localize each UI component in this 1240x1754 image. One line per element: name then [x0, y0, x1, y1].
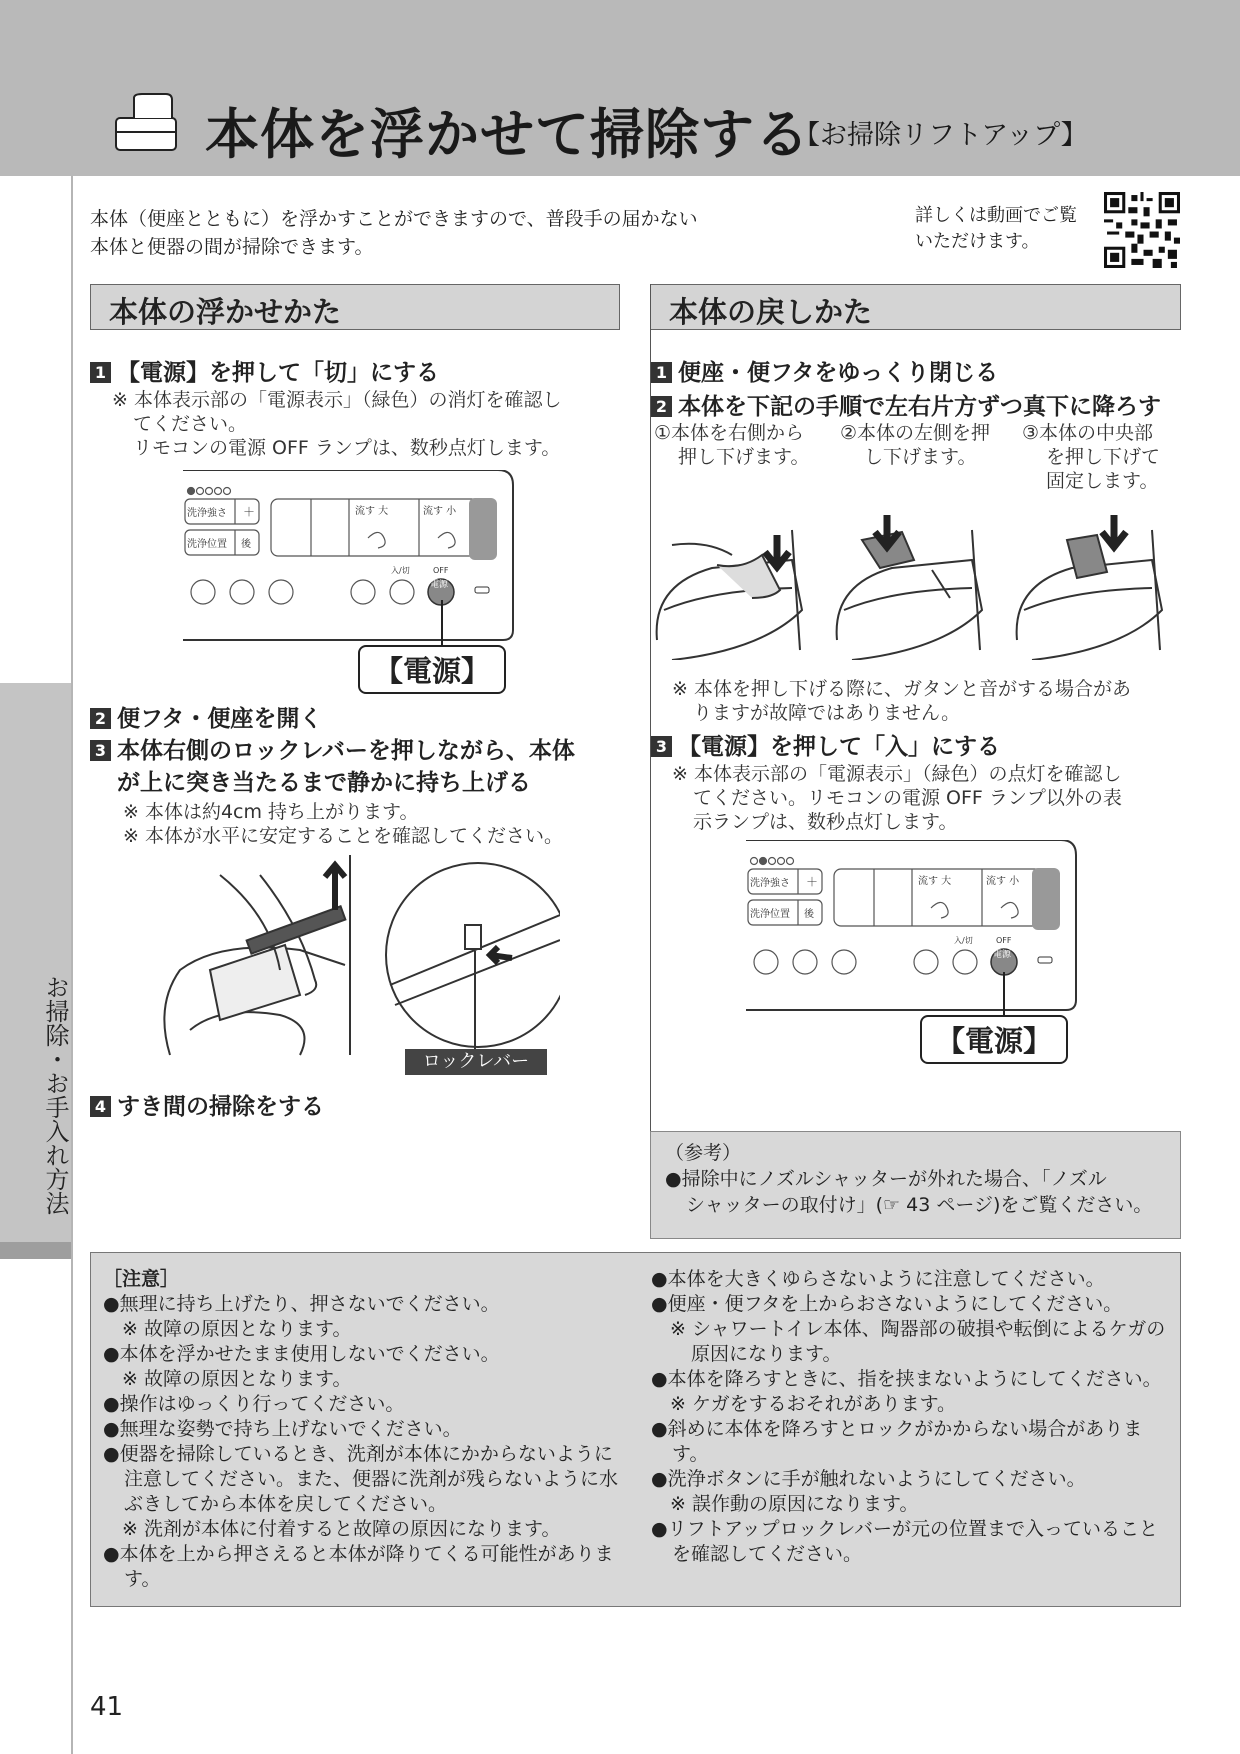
note-line: 示ランプは、数秒点灯します。 [693, 811, 958, 833]
right-step-3 [651, 728, 1000, 761]
caution-note: ※ シャワートイレ本体、陶器部の破損や転倒によるケガの原因になります。 [670, 1318, 1166, 1365]
lowering-illustrations [652, 510, 1182, 660]
step-text: 本体右側のロックレバーを押しながら、本体 [117, 738, 575, 764]
note-line: ※ 本体が水平に安定することを確認してください。 [123, 825, 563, 847]
step-text: 便座・便フタをゆっくり閉じる [678, 360, 999, 386]
caution-note: ※ ケガをするおそれがあります。 [670, 1393, 957, 1415]
power-button-callout: 【電源】 [920, 1015, 1068, 1064]
section-tab-marker [0, 1242, 71, 1259]
callout-pointer [420, 600, 460, 650]
reference-title: （参考） [665, 1142, 742, 1164]
caution-item: ●無理な姿勢で持ち上げないでください。 [103, 1418, 462, 1440]
caution-item: ●便座・便フタを上からおさないようにしてください。 [651, 1293, 1123, 1315]
step-number: 2 [651, 396, 672, 417]
remote-label: 洗浄位置 [187, 539, 227, 550]
page-number: 41 [90, 1692, 124, 1722]
step-text: 【電源】を押して「入」にする [678, 734, 1000, 760]
right-step-2-notes [672, 677, 1182, 725]
right-step-3-notes [672, 762, 1182, 834]
step-number: 3 [651, 736, 672, 757]
reference-line: ●掃除中にノズルシャッターが外れた場合、「ノズル [665, 1168, 1107, 1190]
caution-note: ※ 故障の原因となります。 [122, 1318, 352, 1340]
caution-right-list [651, 1267, 1171, 1567]
note-line: ※ 本体を押し下げる際に、ガタンと音がする場合があ [672, 678, 1131, 700]
substep-line: ③本体の中央部 [1022, 422, 1154, 444]
remote-label: 流す 大 [355, 506, 389, 517]
remote-label: 流す 小 [986, 876, 1020, 887]
section-heading-raise: 本体の浮かせかた [90, 284, 620, 330]
note-line: てください。リモコンの電源 OFF ランプ以外の表 [693, 787, 1122, 809]
caution-item: ●本体を降ろすときに、指を挟まないようにしてください。 [651, 1368, 1162, 1390]
remote-label: 後 [241, 539, 251, 550]
right-step-2 [651, 388, 1161, 421]
lock-lever-label: ロックレバー [405, 1049, 547, 1075]
remote-label: 洗浄位置 [750, 909, 790, 920]
remote-label: 流す 大 [918, 876, 952, 887]
remote-label: ＋ [243, 505, 256, 519]
caution-left [103, 1267, 623, 1592]
remote-label: 洗浄強さ [750, 878, 790, 889]
video-note-line: いただけます。 [915, 231, 1040, 252]
remote-label: 入/切 [391, 566, 410, 575]
left-step-1-notes [112, 388, 612, 460]
lower-step-2 [837, 530, 982, 660]
margin-line [71, 176, 73, 1754]
remote-label: 電源 [993, 950, 1012, 960]
substep-line: 固定します。 [1046, 470, 1159, 492]
step-number: 4 [90, 1096, 111, 1117]
caution-note: ※ 洗剤が本体に付着すると故障の原因になります。 [122, 1518, 561, 1540]
left-step-1 [90, 354, 439, 387]
toilet-icon [112, 92, 178, 154]
caution-right [651, 1267, 1171, 1567]
remote-label: 後 [804, 909, 814, 920]
note-line: りますが故障ではありません。 [693, 702, 961, 724]
remote-label: 流す 小 [423, 506, 457, 517]
reference-line: シャッターの取付け」(☞ 43 ページ)をご覧ください。 [686, 1194, 1153, 1216]
note-line: ※ 本体は約4cm 持ち上がります。 [123, 801, 419, 823]
step-number: 1 [651, 362, 672, 383]
section-tab-label: お掃除・お手入れ方法 [41, 975, 69, 1215]
substep-line: ①本体を右側から [654, 422, 805, 444]
substep-1 [654, 421, 824, 469]
caution-item: ●本体を大きくゆらさないように注意してください。 [651, 1268, 1105, 1290]
note-line: ※ 本体表示部の「電源表示」（緑色）の消灯を確認し [112, 389, 562, 411]
caution-note: ※ 故障の原因となります。 [122, 1368, 352, 1390]
remote-label: 入/切 [954, 936, 973, 945]
reference-box [650, 1131, 1181, 1239]
note-line: てください。 [133, 413, 248, 435]
remote-label: OFF [433, 566, 449, 575]
left-step-4 [90, 1088, 324, 1121]
remote-panel-drawing [746, 840, 1086, 1015]
substep-2 [840, 421, 1010, 469]
column-separator [650, 284, 651, 1238]
remote-label: 電源 [430, 580, 449, 590]
lower-step-3 [1017, 530, 1162, 660]
caution-left-list [103, 1292, 623, 1592]
intro-text [90, 205, 790, 261]
power-button-callout: 【電源】 [358, 645, 506, 694]
step-number: 1 [90, 362, 111, 383]
qr-code-icon[interactable] [1104, 192, 1180, 268]
step-text: すき間の掃除をする [117, 1094, 324, 1120]
intro-line: 本体と便器の間が掃除できます。 [90, 236, 374, 258]
substep-3 [1022, 421, 1182, 493]
step-number: 2 [90, 708, 111, 729]
note-line: リモコンの電源 OFF ランプは、数秒点灯します。 [133, 437, 561, 459]
step-text: 便フタ・便座を開く [117, 706, 323, 732]
caution-item: ●本体を上から押さえると本体が降りてくる可能性があります。 [103, 1543, 614, 1590]
left-step-2 [90, 700, 322, 733]
caution-title: ［注意］ [103, 1268, 180, 1290]
substep-line: ②本体の左側を押 [840, 422, 991, 444]
intro-line: 本体（便座とともに）を浮かすことができますので、普段手の届かない [90, 208, 698, 230]
remote-panel-right [746, 840, 1086, 1019]
step-number: 3 [90, 740, 111, 761]
remote-label: 洗浄強さ [187, 508, 227, 519]
callout-pointer [980, 972, 1010, 1018]
step-text: が上に突き当たるまで静かに持ち上げる [117, 770, 531, 796]
caution-item: ●洗浄ボタンに手が触れないようにしてください。 [651, 1468, 1086, 1490]
step-text: 本体を下記の手順で左右片方ずつ真下に降ろす [678, 394, 1161, 420]
substep-line: し下げます。 [864, 446, 977, 468]
page-subtitle: 【お掃除リフトアップ】 [793, 120, 1088, 151]
video-note-line: 詳しくは動画でご覧 [915, 205, 1077, 226]
remote-panel-drawing [183, 470, 523, 645]
substep-line: を押し下げて [1046, 446, 1161, 468]
section-heading-return: 本体の戻しかた [650, 284, 1181, 330]
remote-panel-left [183, 470, 523, 649]
caution-item: ●無理に持ち上げたり、押さないでください。 [103, 1293, 500, 1315]
page-title: 本体を浮かせて掃除する [205, 103, 810, 166]
remote-label: ＋ [806, 875, 819, 889]
left-step-3-notes [123, 800, 623, 848]
caution-item: ●斜めに本体を降ろすとロックがかからない場合があります。 [651, 1418, 1143, 1465]
caution-item: ●本体を浮かせたまま使用しないでください。 [103, 1343, 500, 1365]
step-text: 【電源】を押して「切」にする [117, 360, 439, 386]
caution-note: ※ 誤作動の原因になります。 [670, 1493, 919, 1515]
right-step-1 [651, 354, 998, 387]
substep-line: 押し下げます。 [678, 446, 810, 468]
note-line: ※ 本体表示部の「電源表示」（緑色）の点灯を確認し [672, 763, 1122, 785]
caution-item: ●便器を掃除しているとき、洗剤が本体にかからないように注意してください。また、便器に洗剤が残らないように水ぶきしてから本体を戻してください。 [103, 1443, 619, 1515]
video-note [915, 203, 1090, 255]
caution-item: ●リフトアップロックレバーが元の位置まで入っていることを確認してください。 [651, 1518, 1158, 1565]
caution-item: ●操作はゆっくり行ってください。 [103, 1393, 405, 1415]
lift-illustration [150, 855, 560, 1075]
left-step-3 [90, 735, 575, 799]
remote-label: OFF [996, 936, 1012, 945]
caution-box [90, 1252, 1181, 1607]
